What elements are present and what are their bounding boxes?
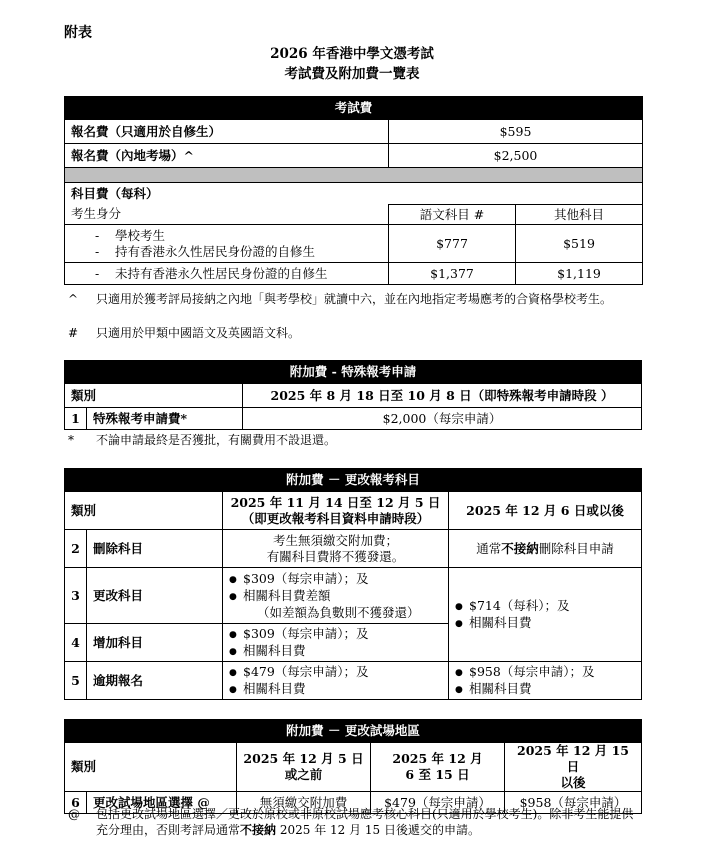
col-language: 語文科目 # <box>389 205 516 225</box>
document-subtitle: 考試費及附加費一覽表 <box>284 66 420 82</box>
group1-other-fee: $519 <box>516 225 643 263</box>
group2-language-fee: $1,377 <box>389 263 516 285</box>
exam-fee-header: 考試費 <box>65 97 643 120</box>
col-other: 其他科目 <box>516 205 643 225</box>
cr-v3: $958（每宗申請） <box>505 792 642 814</box>
cs-row5-label: 逾期報名 <box>87 662 223 700</box>
special-application-table <box>64 360 642 430</box>
cs-row3-label: 更改科目 <box>87 568 223 624</box>
cs-row5-period2: ● $958（每宗申請）；及 ● 相關科目費 <box>449 662 642 700</box>
special-row-label: 特殊報考申請費* <box>87 408 243 430</box>
cr-v1: 無須繳交附加費 <box>237 792 371 814</box>
subject-fee-label: 科目費（每科） <box>65 183 643 205</box>
registration-fee-value: $595 <box>389 120 643 144</box>
note-caret: ^ 只適用於獲考評局接納之內地「與考學校」就讀中六，並在內地指定考場應考的合資格學校考生。 <box>68 292 613 306</box>
col-identity: 考生身分 <box>65 205 389 225</box>
special-row-value: $2,000（每宗申請） <box>243 408 642 430</box>
group2-other-fee: $1,119 <box>516 263 643 285</box>
cs-col-period1: 2025 年 11 月 14 日至 12 月 5 日 （即更改報考科目資料申請時段） <box>223 492 449 530</box>
cr-col1: 2025 年 12 月 5 日 或之前 <box>237 743 371 792</box>
cs-col-category: 類別 <box>65 492 223 530</box>
cr-row-no: 6 <box>65 792 87 814</box>
cr-row-label: 更改試場地區選擇 @ <box>87 792 237 814</box>
mainland-fee-label: 報名費（內地考場）^ <box>65 144 389 168</box>
note-star: * 不論申請最終是否獲批，有關費用不設退還。 <box>68 433 337 447</box>
cr-v2: $479（每宗申請） <box>371 792 505 814</box>
cs-row2-no: 2 <box>65 530 87 568</box>
mainland-fee-value: $2,500 <box>389 144 643 168</box>
document-title: 2026 年香港中學文憑考試 <box>270 46 434 62</box>
exam-fee-table <box>64 96 643 285</box>
registration-fee-label: 報名費（只適用於自修生） <box>65 120 389 144</box>
cs-row3-period1: ● $309（每宗申請）；及 ● 相關科目費差額 （如差額為負數則不獲發還） <box>223 568 449 624</box>
cs-row4-period1: ● $309（每宗申請）；及 ● 相關科目費 <box>223 624 449 662</box>
cs-row3-no: 3 <box>65 568 87 624</box>
cs-row4-no: 4 <box>65 624 87 662</box>
cr-col3: 2025 年 12 月 15 日 以後 <box>505 743 642 792</box>
cs-col-period2: 2025 年 12 月 6 日或以後 <box>449 492 642 530</box>
cs-row4-label: 增加科目 <box>87 624 223 662</box>
note-at: @ 包括更改試場地區選擇／更改於原校或非原校試場應考核心科目(只適用於學校考生)。除非考生能提供充分理由，否則考評局通常不接納 2025 年 12 月 15 日後遞交的申請。 <box>68 807 634 837</box>
cr-col2: 2025 年 12 月 6 至 15 日 <box>371 743 505 792</box>
group2-identity: - 未持有香港永久性居民身份證的自修生 <box>65 263 389 285</box>
note-hash: # 只適用於甲類中國語文及英國語文科。 <box>68 326 301 340</box>
change-subject-header: 附加費 － 更改報考科目 <box>65 469 642 492</box>
cs-row34-period2: ● $714（每科）；及 ● 相關科目費 <box>449 568 642 662</box>
cr-col-category: 類別 <box>65 743 237 792</box>
special-col-category: 類別 <box>65 384 243 408</box>
cs-row5-no: 5 <box>65 662 87 700</box>
cs-row5-period1: ● $479（每宗申請）；及 ● 相關科目費 <box>223 662 449 700</box>
change-region-header: 附加費 － 更改試場地區 <box>65 720 642 743</box>
group1-language-fee: $777 <box>389 225 516 263</box>
special-row-no: 1 <box>65 408 87 430</box>
cs-row2-label: 刪除科目 <box>87 530 223 568</box>
group1-identity: - 學校考生 - 持有香港永久性居民身份證的自修生 <box>65 225 389 263</box>
cs-row2-period2: 通常不接納刪除科目申請 <box>449 530 642 568</box>
change-region-table <box>64 719 642 814</box>
divider-row <box>65 168 643 183</box>
special-header: 附加費 - 特殊報考申請 <box>65 361 642 384</box>
special-col-period: 2025 年 8 月 18 日至 10 月 8 日（即特殊報考申請時段 ） <box>243 384 642 408</box>
change-subject-table <box>64 468 642 700</box>
cs-row2-period1: 考生無須繳交附加費； 有關科目費將不獲發還。 <box>223 530 449 568</box>
annex-label: 附表 <box>64 25 92 41</box>
